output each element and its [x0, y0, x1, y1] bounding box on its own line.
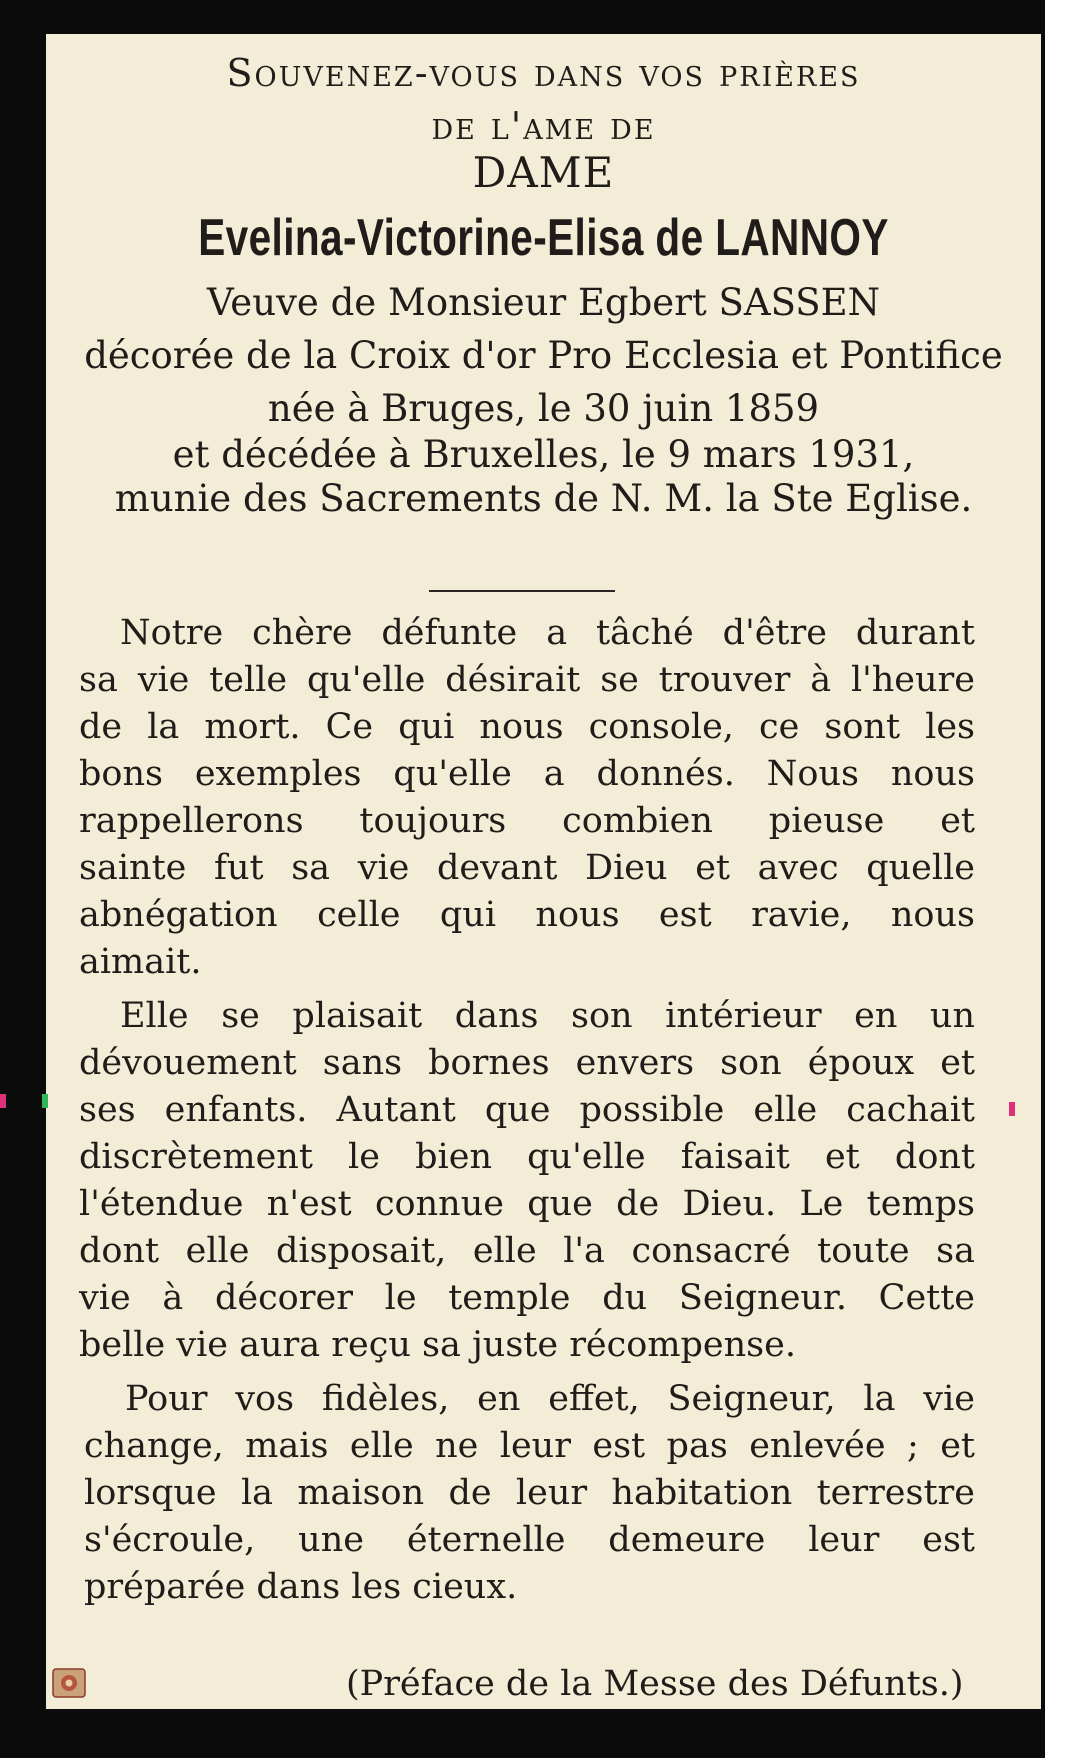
text-line: dévouement sans bornes envers son époux et	[79, 1043, 975, 1083]
text-line: Elle se plaisait dans son intérieur en un	[120, 996, 975, 1036]
registration-mark	[1009, 1102, 1015, 1116]
text-line: lorsque la maison de leur habitation terrestre	[84, 1473, 975, 1513]
separator-rule	[429, 590, 615, 592]
card-panel	[46, 34, 1041, 1709]
title-dame: DAME	[472, 148, 615, 197]
text-line: Notre chère défunte a tâché d'être durant	[120, 613, 975, 653]
birth-line: née à Bruges, le 30 juin 1859	[267, 387, 820, 430]
text-line: change, mais elle ne leur est pas enlevée ; et	[84, 1426, 975, 1466]
header-line-1: Souvenez-vous dans vos prières	[226, 51, 861, 95]
header-line-2: de l'ame de	[431, 104, 656, 148]
widow-line: Veuve de Monsieur Egbert SASSEN	[206, 281, 881, 324]
sacraments-line: munie des Sacrements de N. M. la Ste Eglise.	[114, 477, 973, 520]
text-line: vie à décorer le temple du Seigneur. Cette	[79, 1278, 975, 1318]
text-line: belle vie aura reçu sa juste récompense.	[79, 1325, 796, 1365]
text-line: discrètement le bien qu'elle faisait et dont	[79, 1137, 975, 1177]
text-line: l'étendue n'est connue que de Dieu. Le temps	[79, 1184, 975, 1224]
text-line: bons exemples qu'elle a donnés. Nous nous	[79, 754, 975, 794]
text-line: sainte fut sa vie devant Dieu et avec quelle	[79, 848, 975, 888]
deceased-name: Evelina-Victorine-Elisa de LANNOY	[198, 209, 889, 267]
decoration-line: décorée de la Croix d'or Pro Ecclesia et Pontifice	[84, 334, 1003, 377]
scripture-reference: (Préface de la Messe des Défunts.)	[346, 1664, 964, 1704]
text-line: préparée dans les cieux.	[84, 1567, 518, 1607]
text-line: Pour vos fidèles, en effet, Seigneur, la vie	[125, 1379, 975, 1419]
text-line: aimait.	[79, 942, 202, 982]
death-line: et décédée à Bruxelles, le 9 mars 1931,	[172, 433, 915, 476]
text-line: s'écroule, une éternelle demeure leur est	[84, 1520, 975, 1560]
stamp-icon	[52, 1668, 86, 1698]
text-line: rappellerons toujours combien pieuse et	[79, 801, 975, 841]
text-line: de la mort. Ce qui nous console, ce sont les	[79, 707, 975, 747]
text-line: dont elle disposait, elle l'a consacré toute sa	[79, 1231, 975, 1271]
text-line: ses enfants. Autant que possible elle cachait	[79, 1090, 975, 1130]
text-line: sa vie telle qu'elle désirait se trouver à l'heure	[79, 660, 975, 700]
text-line: abnégation celle qui nous est ravie, nous	[79, 895, 975, 935]
registration-mark	[42, 1094, 48, 1108]
registration-mark	[0, 1094, 6, 1108]
